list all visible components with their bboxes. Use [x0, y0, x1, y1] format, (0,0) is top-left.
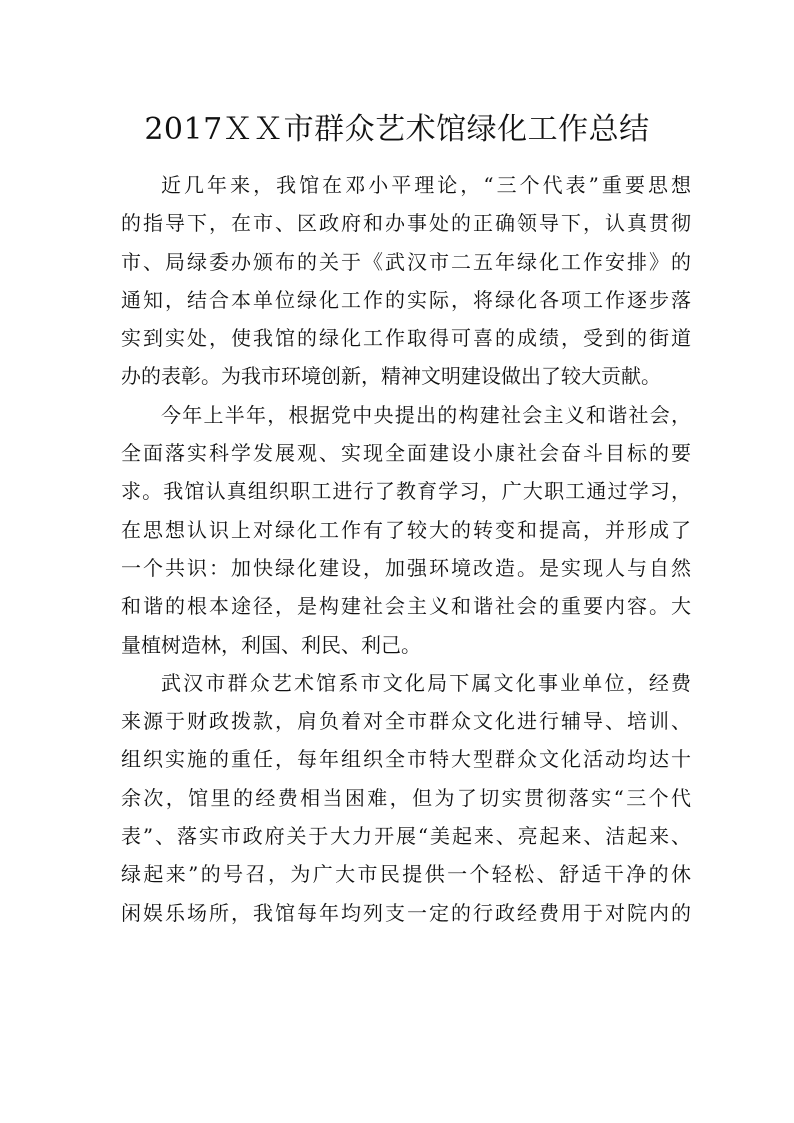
document-body — [121, 166, 691, 932]
text-line: 市、局绿委办颁布的关于《武汉市二五年绿化工作安排》的 — [121, 249, 691, 274]
text-line: 办的表彰。为我市环境创新，精神文明建设做出了较大贡献。 — [121, 364, 661, 389]
text-line: 一个共识：加快绿化建设，加强环境改造。是实现人与自然 — [121, 555, 691, 580]
text-line: 近几年来，我馆在邓小平理论，“三个代表”重要思想 — [161, 173, 691, 197]
text-line: 组织实施的重任，每年组织全市特大型群众文化活动均达十 — [121, 747, 691, 772]
text-line: 余次，馆里的经费相当困难，但为了切实贯彻落实“三个代 — [121, 785, 691, 810]
text-line: 在思想认识上对绿化工作有了较大的转变和提高，并形成了 — [121, 517, 691, 542]
text-line: 全面落实科学发展观、实现全面建设小康社会奋斗目标的要 — [121, 441, 691, 466]
text-line: 量植树造林，利国、利民、利己。 — [121, 632, 421, 657]
document-title: 2017ＸＸ市群众艺术馆绿化工作总结 — [144, 112, 650, 147]
text-line: 求。我馆认真组织职工进行了教育学习，广大职工通过学习， — [121, 479, 691, 504]
text-line: 闲娱乐场所，我馆每年均列支一定的行政经费用于对院内的 — [121, 900, 691, 925]
text-line: 今年上半年，根据党中央提出的构建社会主义和谐社会， — [161, 402, 691, 427]
text-line: 表”、落实市政府关于大力开展“美起来、亮起来、洁起来、 — [121, 824, 691, 849]
text-line: 实到实处，使我馆的绿化工作取得可喜的成绩，受到的街道 — [121, 326, 691, 351]
text-line: 绿起来”的号召，为广大市民提供一个轻松、舒适干净的休 — [121, 862, 691, 887]
text-line: 通知，结合本单位绿化工作的实际，将绿化各项工作逐步落 — [121, 287, 691, 312]
text-line: 的指导下，在市、区政府和办事处的正确领导下，认真贯彻 — [121, 211, 691, 236]
text-line: 来源于财政拨款，肩负着对全市群众文化进行辅导、培训、 — [121, 709, 691, 734]
text-line: 武汉市群众艺术馆系市文化局下属文化事业单位，经费 — [161, 670, 691, 695]
text-line: 和谐的根本途径，是构建社会主义和谐社会的重要内容。大 — [121, 594, 691, 619]
